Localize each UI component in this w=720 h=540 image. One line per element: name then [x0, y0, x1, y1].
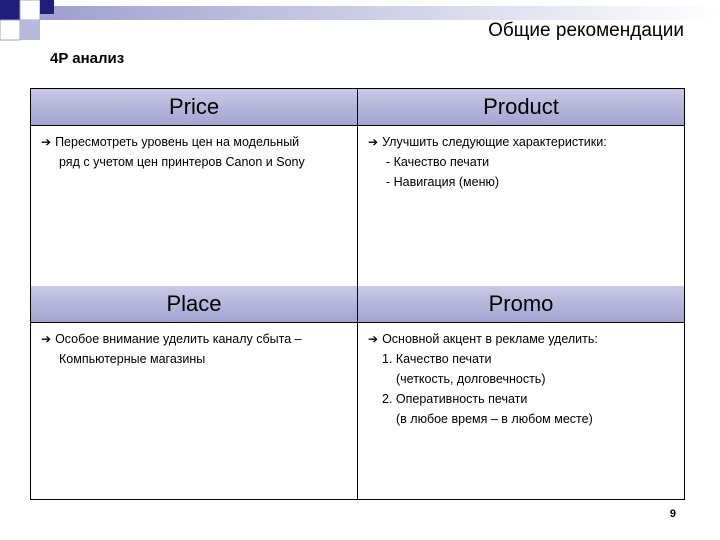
place-heading: Place: [31, 286, 357, 322]
product-line-1: ➔ Улучшить следующие характеристики:: [368, 135, 607, 149]
promo-line-1: ➔ Основной акцент в рекламе уделить:: [368, 332, 598, 346]
arrow-right-icon: ➔: [368, 135, 379, 149]
promo-heading: Promo: [358, 286, 684, 322]
page-number: 9: [669, 508, 676, 520]
slide-subtitle: 4P анализ: [50, 50, 125, 67]
place-body: [31, 323, 357, 369]
slide-title: Общие рекомендации: [488, 20, 684, 41]
price-line-1: ➔ Пересмотреть уровень цен на модельный: [41, 135, 300, 149]
product-line-3: - Навигация (меню): [386, 175, 500, 189]
deco-square-navy-1: [0, 0, 20, 20]
deco-square-navy-2: [20, 20, 40, 40]
product-heading: Product: [358, 89, 684, 125]
four-p-table: [30, 88, 685, 500]
price-heading: Price: [31, 89, 357, 125]
deco-square-light-1: [20, 0, 40, 20]
place-line-1: ➔ Особое внимание уделить каналу сбыта –: [41, 332, 302, 346]
product-body: [358, 126, 684, 192]
promo-body: [358, 323, 684, 429]
product-line-2: - Качество печати: [386, 155, 490, 169]
place-line-2: Компьютерные магазины: [59, 352, 206, 366]
arrow-right-icon: ➔: [41, 135, 52, 149]
deco-square-light-2: [0, 20, 20, 40]
price-line-2: ряд с учетом цен принтеров Canon и Sony: [59, 155, 305, 169]
arrow-right-icon: ➔: [41, 332, 52, 346]
price-body: [31, 126, 357, 172]
promo-line-5: (в любое время – в любом месте): [396, 412, 593, 426]
arrow-right-icon: ➔: [368, 332, 379, 346]
promo-line-3: (четкость, долговечность): [396, 372, 546, 386]
promo-line-4: 2. Оперативность печати: [382, 392, 528, 406]
deco-square-navy-3: [40, 0, 54, 14]
promo-line-2: 1. Качество печати: [382, 352, 492, 366]
